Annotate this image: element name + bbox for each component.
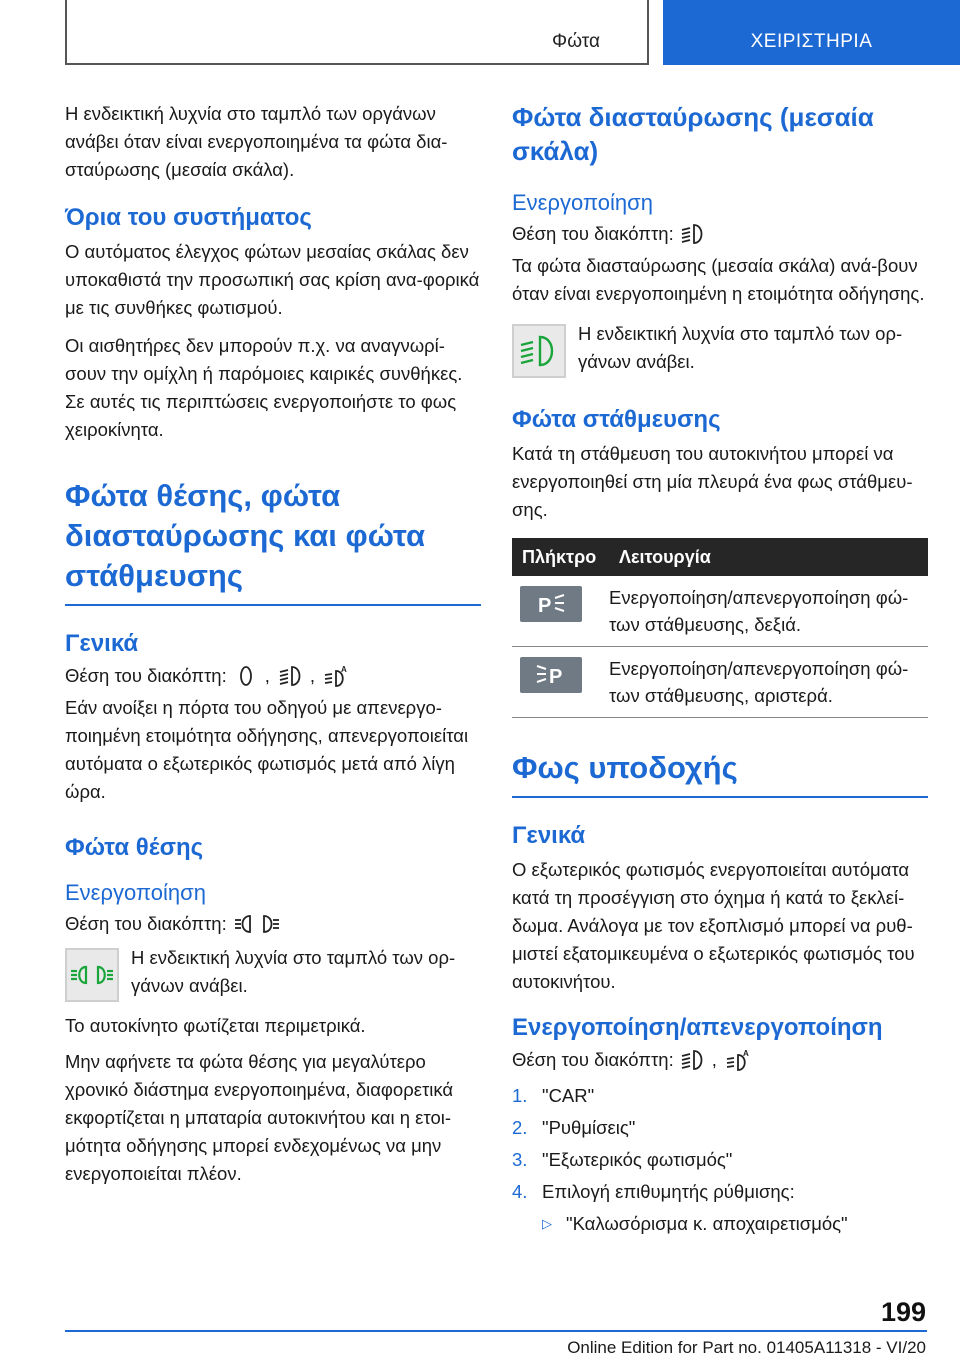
switch-label: Θέση του διακόπτη:: [65, 665, 227, 686]
side-lights-switch-line: [65, 912, 481, 936]
welcome-light-paragraph: Ο εξωτερικός φωτισμός ενεργοποιείται αυτόματα κατά τη προσέγγιση στο όχημα ή κατά το ξεκλεί-δωμα. Ανάλογα με τον εξοπλισμό μπορεί να ρυθ-μιστεί εξατομικευμένα ο εξωτερικός φωτισμός του αυτοκινήτου.: [512, 859, 915, 992]
limits-paragraph-1: Ο αυτόματος έλεγχος φώτων μεσαίας σκάλας δεν υποκαθιστά την προσωπική σας κρίση ανα-φορικά με τις συνθήκες φωτισμού.: [65, 241, 480, 318]
switch-positions-line: Θέση του διακόπτη: , , A: [65, 664, 481, 688]
main-heading: Φώτα θέσης, φώτα διασταύρωσης και φώτα στάθμευσης: [65, 476, 481, 606]
list-item: 2. "Ρυθμίσεις": [512, 1117, 636, 1138]
side-lights-indicator-text: Η ενδεικτική λυχνία στο ταμπλό των ορ-γάνων ανάβει.: [131, 947, 456, 996]
low-beam-switch-line: [512, 222, 928, 246]
sub-step: ▷ "Καλωσόρισμα κ. αποχαιρετισμός": [512, 1208, 928, 1240]
edition-footer: Online Edition for Part no. 01405A11318 - VI/20: [567, 1338, 926, 1357]
left-column: [65, 100, 481, 1188]
parking-light-right-key-icon[interactable]: [520, 586, 582, 622]
parking-lights-paragraph: Κατά τη στάθμευση του αυτοκινήτου μπορεί να ενεργοποιηθεί στη μία πλευρά ένα φως στάθμευ-σης.: [512, 443, 913, 520]
right-column: [512, 100, 928, 1240]
intro-paragraph: Η ενδεικτική λυχνία στο ταμπλό των οργάνων ανάβει όταν είναι ενεργοποιημένα τα φώτα δια-σταύρωσης (μεσαία σκάλα).: [65, 103, 448, 180]
side-lights-paragraph-1: Το αυτοκίνητο φωτίζεται περιμετρικά.: [65, 1015, 366, 1036]
table-cell-function: Ενεργοποίηση/απενεργοποίηση φώ-των στάθμευσης, δεξιά.: [609, 576, 928, 647]
table-cell-function: Ενεργοποίηση/απενεργοποίηση φώ-των στάθμευσης, αριστερά.: [609, 647, 928, 718]
limits-heading: Όρια του συστήματος: [65, 204, 312, 231]
svg-text:P: P: [538, 595, 552, 616]
switch-label: Θέση του διακόπτη:: [512, 1049, 674, 1070]
svg-text:A: A: [742, 1049, 749, 1058]
low-beam-indicator-row: [512, 320, 928, 378]
list-item: 4. Επιλογή επιθυμητής ρύθμισης:: [512, 1181, 795, 1202]
general-heading: Γενικά: [512, 822, 586, 849]
chapter-title: ΧΕΙΡΙΣΤΗΡΙΑ: [750, 31, 873, 52]
section-title: Φώτα: [552, 31, 600, 52]
general-heading: Γενικά: [65, 630, 139, 657]
chapter-tab[interactable]: [663, 0, 960, 65]
page-number: 199: [880, 1297, 926, 1327]
list-item: 1. "CAR": [512, 1085, 595, 1106]
list-item: 3. "Εξωτερικός φωτισμός": [512, 1149, 733, 1170]
limits-paragraph-2: Οι αισθητήρες δεν μπορούν π.χ. να αναγνωρί-σουν την ομίχλη ή παρόμοιες καιρικές συνθήκες. Σε αυτές τις περιπτώσεις ενεργοποιήστε το φως χειροκίνητα.: [65, 335, 463, 440]
parking-light-left-key-icon[interactable]: [520, 657, 582, 693]
general-paragraph: Εάν ανοίξει η πόρτα του οδηγού με απενεργο-ποιημένη ετοιμότητα οδήγησης, απενεργοποιείται αυτόματα ο εξωτερικός φωτισμός μετά από λίγη ώρα.: [65, 697, 469, 802]
steps-list: [512, 1080, 928, 1208]
svg-text:A: A: [341, 665, 347, 674]
activation-heading: Ενεργοποίηση: [512, 190, 653, 215]
activation-heading: Ενεργοποίηση: [65, 880, 206, 905]
toggle-heading: Ενεργοποίηση/απενεργοποίηση: [512, 1014, 883, 1041]
side-lights-paragraph-2: Μην αφήνετε τα φώτα θέσης για μεγαλύτερο χρονικό διάστημα ενεργοποιημένα, διαφορετικά εκφορτίζεται η μπαταρία αυτοκινήτου και η ετοι-μότητα οδήγησης μπορεί ενδεχομένως να μην ενεργοποιείται πλέον.: [65, 1051, 454, 1184]
switch-off-icon: [233, 664, 259, 688]
toggle-switch-line: Θέση του διακόπτη: , A: [512, 1048, 928, 1072]
low-beam-indicator-icon: [512, 324, 566, 378]
switch-label: Θέση του διακόπτη:: [65, 913, 227, 934]
auto-light-switch-icon: [725, 1048, 751, 1072]
side-lights-heading: Φώτα θέσης: [65, 834, 204, 861]
low-beam-heading: Φώτα διασταύρωσης (μεσαία σκάλα): [512, 102, 874, 166]
table-row: [512, 576, 928, 647]
low-beam-indicator-text: Η ενδεικτική λυχνία στο ταμπλό των ορ-γάνων ανάβει.: [578, 323, 903, 372]
low-beam-paragraph: Τα φώτα διασταύρωσης (μεσαία σκάλα) ανά-βουν όταν είναι ενεργοποιημένη η ετοιμότητα οδήγησης.: [512, 255, 925, 304]
triangle-bullet-icon: ▷: [542, 1216, 552, 1231]
header-frame: [65, 0, 649, 65]
parking-lights-heading: Φώτα στάθμευσης: [512, 406, 721, 433]
switch-label: Θέση του διακόπτη:: [512, 223, 674, 244]
parking-keys-table: [512, 538, 928, 718]
side-lights-indicator-icon: [65, 948, 119, 1002]
welcome-light-heading: Φως υποδοχής: [512, 748, 928, 798]
low-beam-switch-icon: [680, 222, 706, 246]
table-header-function: Λειτουργία: [609, 538, 928, 576]
table-row: [512, 647, 928, 718]
side-lights-indicator-row: [65, 944, 481, 1002]
low-beam-switch-icon: [680, 1048, 706, 1072]
side-lights-switch-icon: [233, 912, 281, 936]
auto-light-switch-icon: [323, 664, 349, 688]
svg-text:P: P: [549, 666, 563, 687]
low-beam-switch-icon: [278, 664, 304, 688]
table-header-key: Πλήκτρο: [512, 538, 609, 576]
footer-divider: [65, 1330, 927, 1332]
